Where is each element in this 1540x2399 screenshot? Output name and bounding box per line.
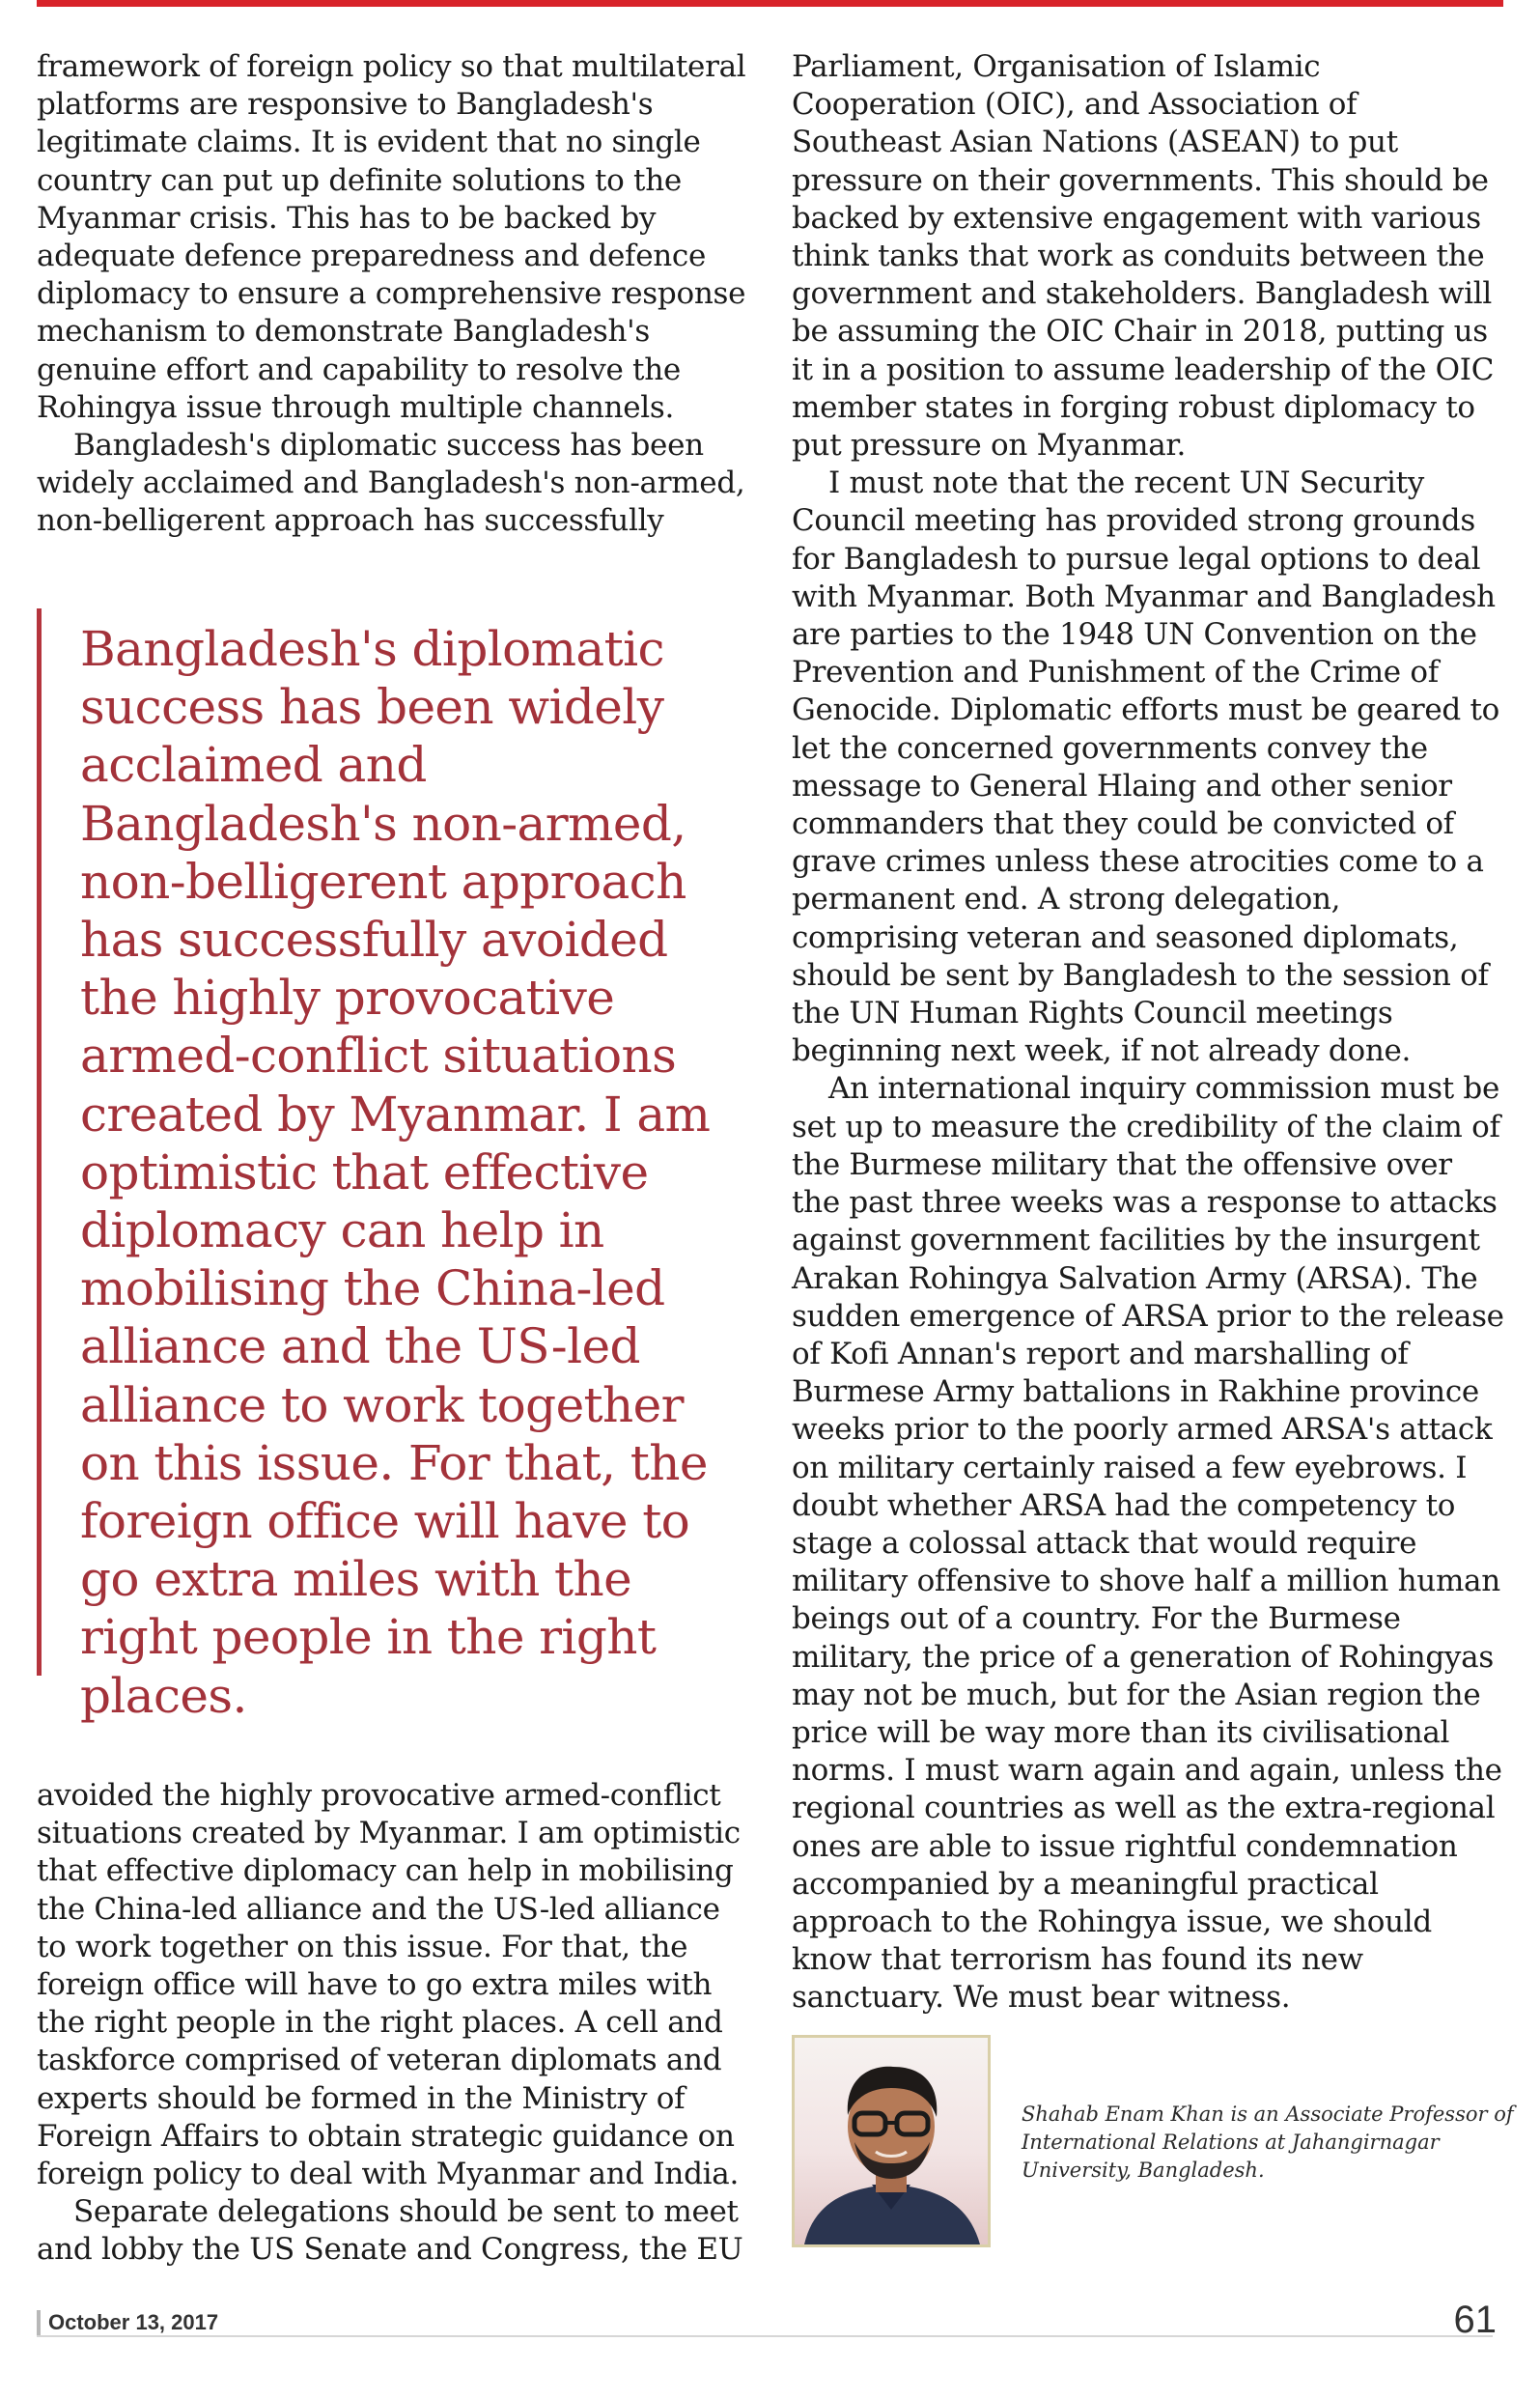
left-column-bottom — [37, 1777, 751, 2270]
footer-rule — [37, 2335, 1493, 2337]
footer-date: October 13, 2017 — [48, 2310, 219, 2334]
article-paragraph: I must note that the recent UN Security Council meeting has provided strong grounds for Bangladesh to pursue legal options to deal with Myanmar. Both Myanmar and Bangladesh are parties to the 1948 UN Convention on the Prevention and Punishment of the Crime of Genocide. Diplomatic efforts must be geared to let the concerned governments convey the message to General Hlaing and other senior commanders that they could be convicted of grave crimes unless these atrocities come to a permanent end. A strong delegation, comprising veteran and seasoned diplomats, should be sent by Bangladesh to the session of the UN Human Rights Council meetings beginning next week, if not already done. — [792, 466, 1500, 1069]
article-paragraph: Separate delegations should be sent to meet and lobby the US Senate and Congress, the EU — [37, 2194, 743, 2268]
author-bio: Shahab Enam Khan is an Associate Professor of International Relations at Jahangirnagar University, Bangladesh. — [1022, 2103, 1514, 2182]
author-portrait-illustration — [795, 2038, 988, 2244]
article-paragraph: framework of foreign policy so that multilateral platforms are responsive to Bangladesh's legitimate claims. It is evident that no single country can put up definite solutions to the Myanmar crisis. This has to be backed by adequate defence preparedness and defence diplomacy to ensure a comprehensive response mechanism to demonstrate Bangladesh's genuine effort and capability to resolve the Rohingya issue through multiple channels. — [37, 49, 746, 425]
article-paragraph: An international inquiry commission must be set up to measure the credibility of the claim of the Burmese military that the offensive over the past three weeks was a response to attacks against government facilities by the insurgent Arakan Rohingya Salvation Army (ARSA). The sudden emergence of ARSA prior to the release of Kofi Annan's report and marshalling of Burmese Army battalions in Rakhine province weeks prior to the poorly armed ARSA's attack on military certainly raised a few eyebrows. I doubt whether ARSA had the competency to stage a colossal attack that would require military offensive to shove half a million human beings out of a country. For the Burmese military, the price of a generation of Rohingyas may not be much, but for the Asian region the price will be way more than its civilisational norms. I must warn again and again, unless the regional countries as well as the extra-regional ones are able to issue rightful condemnation accompanied by a meaningful practical approach to the Rohingya issue, we should know that terrorism has found its new sanctuary. We must bear witness. — [792, 1071, 1504, 2016]
pull-quote: Bangladesh's diplomatic success has been widely acclaimed and Bangladesh's non-armed, non-belligerent approach has successfully avoided the highly provocative armed-conflict situations created by Myanmar. I am optimistic that effective diplomacy can help in mobilising the China-led alliance and the US-led alliance to work together on this issue. For that, the foreign office will have to go extra miles with the right people in the right places. — [37, 608, 751, 1676]
footer-marker — [37, 2310, 41, 2335]
article-paragraph: Bangladesh's diplomatic success has been widely acclaimed and Bangladesh's non-armed, non-belligerent approach has successfully — [37, 428, 745, 539]
top-accent-rule — [37, 0, 1503, 7]
article-paragraph: Parliament, Organisation of Islamic Cooperation (OIC), and Association of Southeast Asian Nations (ASEAN) to put pressure on their governments. This should be backed by extensive engagement with various think tanks that work as conduits between the government and stakeholders. Bangladesh will be assuming the OIC Chair in 2018, putting us it in a position to assume leadership of the OIC member states in forging robust diplomacy to put pressure on Myanmar. — [792, 49, 1495, 464]
right-column — [792, 48, 1506, 2018]
article-paragraph: avoided the highly provocative armed-conflict situations created by Myanmar. I am optimistic that effective diplomacy can help in mobilising the China-led alliance and the US-led alliance to work together on this issue. For that, the foreign office will have to go extra miles with the right people in the right places. A cell and taskforce comprised of veteran diplomats and experts should be formed in the Ministry of Foreign Affairs to obtain strategic guidance on foreign policy to deal with Myanmar and India. — [37, 1778, 741, 2192]
left-column-top — [37, 48, 751, 541]
author-photo — [792, 2035, 991, 2247]
page-number: 61 — [1453, 2299, 1497, 2341]
